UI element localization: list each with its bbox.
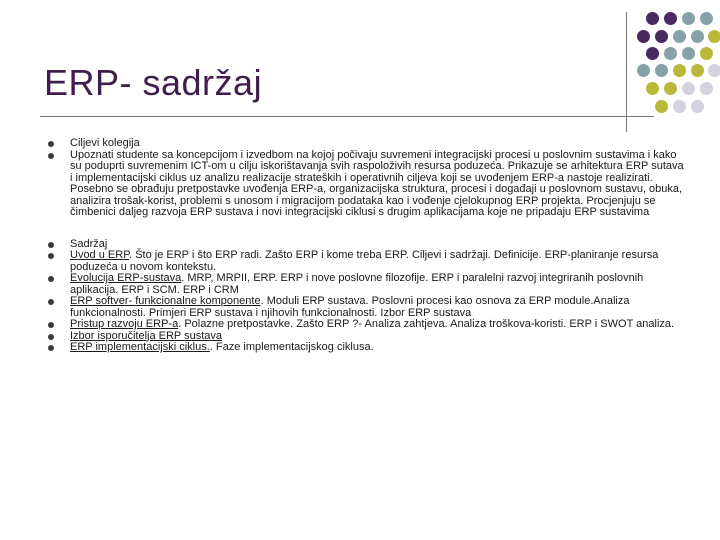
dot bbox=[655, 64, 668, 77]
bullet-icon bbox=[48, 242, 54, 248]
dot bbox=[655, 30, 668, 43]
item-link[interactable]: Evolucija ERP-sustava bbox=[70, 272, 182, 284]
dot bbox=[664, 82, 677, 95]
vertical-divider bbox=[626, 12, 627, 132]
dot bbox=[673, 64, 686, 77]
dot bbox=[700, 47, 713, 60]
dot bbox=[700, 12, 713, 25]
list-item-text: . Moduli ERP sustava. Poslovni procesi kao osnova za ERP module.Analiza funkcionalnosti. Primjeri ERP sustava i njihovih funkcionalnosti. Izbor ERP sustava bbox=[70, 295, 630, 319]
dot bbox=[682, 12, 695, 25]
list-item bbox=[48, 342, 688, 354]
item-link[interactable]: Izbor isporučitelja ERP sustava bbox=[70, 329, 223, 342]
list-item-text: Sadržaj bbox=[70, 237, 108, 250]
dot bbox=[700, 82, 713, 95]
dot bbox=[691, 100, 704, 113]
list-item bbox=[48, 150, 688, 219]
dot bbox=[708, 30, 720, 43]
bullet-icon bbox=[48, 299, 54, 305]
dot bbox=[673, 100, 686, 113]
list-item-text: . MRP, MRPII, ERP. ERP i nove poslovne filozofije. ERP i paralelni razvoj integriranih poslovnih aplikacija. ERP i SCM. ERP i CRM bbox=[70, 272, 644, 296]
dot bbox=[708, 64, 720, 77]
list-item-text: Upoznati studente sa koncepcijom i izvedbom na kojoj počivaju suvremeni integracijski procesi u poslovnim sustavima i kako su poduprti suvremenim ICT-om u cilju iskorištavanja svih raspoloživih resursa poduzeća. Prikazuje se arhitektura ERP sutava i implementacijski ciklus uz analizu realizacije strateških i operativnih ciljeva koji se uvođenjem ERP-a nastoje realizirati. Posebno se obrađuju pretpostavke uvođenja ERP-a, organizacijska struktura, procesi i događaji u poslovnom sustavu, obuka, analizira trošak-korist, problemi s unosom i migracijom podataka kao i vođenje cjelokupnog ERP projekta. Procjenjuju se čimbenici daljeg razvoja ERP sustava i novi integracijski ciklusi s drugim aplikacijama koje ne pripadaju ERP sustavima bbox=[70, 148, 684, 218]
spacer bbox=[48, 219, 688, 239]
list-item bbox=[48, 273, 688, 296]
dot bbox=[637, 64, 650, 77]
list-item-text: . Što je ERP i što ERP radi. Zašto ERP i kome treba ERP. Ciljevi i sadržaji. Definicije. ERP-planiranje resursa poduzeća u novom kontekstu. bbox=[70, 249, 659, 273]
item-link[interactable]: Uvod u ERP bbox=[70, 249, 130, 261]
bullet-icon bbox=[48, 334, 54, 340]
dot bbox=[673, 30, 686, 43]
item-link[interactable]: ERP softver- funkcionalne komponente bbox=[70, 295, 261, 307]
dot bbox=[664, 47, 677, 60]
dot bbox=[691, 30, 704, 43]
dot bbox=[682, 47, 695, 60]
dot bbox=[682, 82, 695, 95]
dot bbox=[664, 12, 677, 25]
list-item-text: Ciljevi kolegija bbox=[70, 137, 140, 149]
list-item-text: . Faze implementacijskog ciklusa. bbox=[209, 341, 374, 353]
bullet-icon bbox=[48, 253, 54, 259]
dot bbox=[646, 12, 659, 25]
slide-content bbox=[48, 138, 688, 354]
item-link[interactable]: Pristup razvoju ERP-a bbox=[70, 318, 179, 330]
list-item bbox=[48, 296, 688, 319]
bullet-icon bbox=[48, 322, 54, 328]
bullet-icon bbox=[48, 153, 54, 159]
list-item-text: . Polazne pretpostavke. Zašto ERP ?- Analiza zahtjeva. Analiza troškova-koristi. ERP i SWOT analiza. bbox=[178, 318, 675, 330]
dot bbox=[646, 82, 659, 95]
decorative-dot-grid bbox=[637, 12, 720, 122]
bullet-icon bbox=[48, 276, 54, 282]
list-item bbox=[48, 250, 688, 273]
item-link[interactable]: ERP implementacijski ciklus. bbox=[70, 341, 210, 353]
dot bbox=[646, 47, 659, 60]
dot bbox=[691, 64, 704, 77]
dot bbox=[655, 100, 668, 113]
slide-title: ERP- sadržaj bbox=[44, 62, 263, 103]
dot bbox=[637, 30, 650, 43]
title-divider bbox=[40, 116, 654, 117]
bullet-icon bbox=[48, 141, 54, 147]
bullet-icon bbox=[48, 345, 54, 351]
